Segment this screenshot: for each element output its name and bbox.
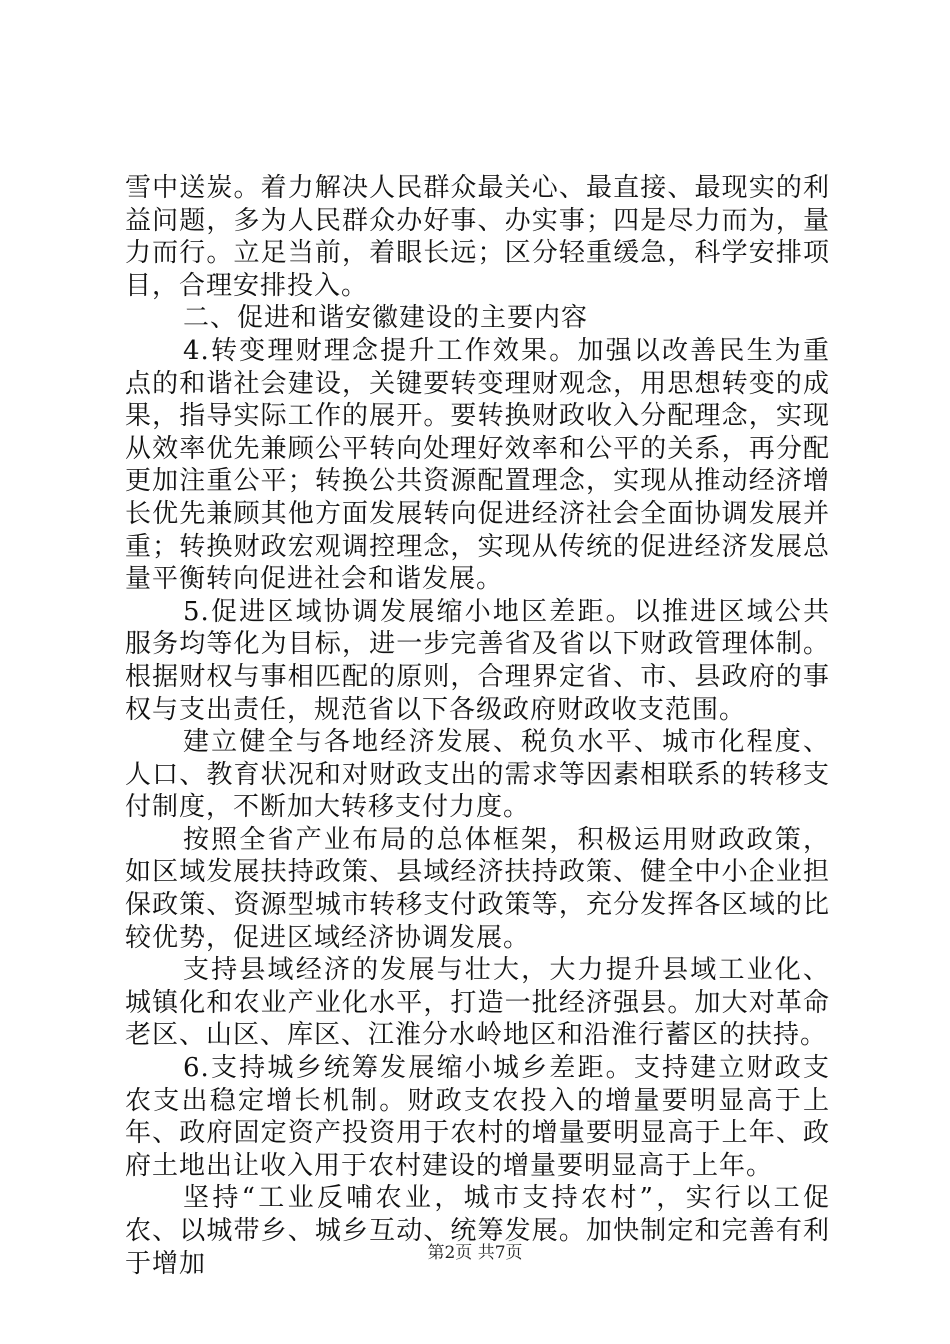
paragraph-transfer-payment: 建立健全与各地经济发展、税负水平、城市化程度、人口、教育状况和对财政支出的需求等因素相联系的转移支付制度，不断加大转移支付力度。 — [125, 727, 830, 823]
paragraph-item-6: 6.支持城乡统筹发展缩小城乡差距。支持建立财政支农支出稳定增长机制。财政支农投入的增量要明显高于上年、政府固定资产投资用于农村的增量要明显高于上年、政府土地出让收入用于农村建设的增量要明显高于上年。 — [125, 1053, 830, 1181]
paragraph-county-economy: 支持县域经济的发展与壮大，大力提升县域工业化、城镇化和农业产业化水平，打造一批经济强县。加大对革命老区、山区、库区、江淮分水岭地区和沿淮行蓄区的扶持。 — [125, 955, 830, 1051]
paragraph-item-4: 4.转变理财理念提升工作效果。加强以改善民生为重点的和谐社会建设，关键要转变理财观念，用思想转变的成果，指导实际工作的展开。要转换财政收入分配理念，实现从效率优先兼顾公平转向处理好效率和公平的关系，再分配更加注重公平；转换公共资源配置理念，实现从推动经济增长优先兼顾其他方面发展转向促进经济社会全面协调发展并重；转换财政宏观调控理念，实现从传统的促进经济发展总量平衡转向促进社会和谐发展。 — [125, 335, 830, 595]
paragraph-industry-layout: 按照全省产业布局的总体框架，积极运用财政政策，如区域发展扶持政策、县域经济扶持政策、健全中小企业担保政策、资源型城市转移支付政策等，充分发挥各区域的比较优势，促进区域经济协调发展。 — [125, 824, 830, 953]
page-footer: 第2页 共7页 — [427, 1243, 523, 1263]
section-heading: 二、促进和谐安徽建设的主要内容 — [183, 303, 589, 334]
paragraph-industry-feeds-agriculture: 坚持“工业反哺农业，城市支持农村”，实行以工促农、以城带乡、城乡互动、统筹发展。加快制定和完善有利于增加 — [125, 1183, 830, 1279]
paragraph-item-5: 5.促进区域协调发展缩小地区差距。以推进区域公共服务均等化为目标，进一步完善省及省以下财政管理体制。根据财权与事相匹配的原则，合理界定省、市、县政府的事权与支出责任，规范省以下各级政府财政收支范围。 — [125, 596, 830, 725]
document-body — [125, 172, 830, 1280]
paragraph-1: 雪中送炭。着力解决人民群众最关心、最直接、最现实的利益问题，多为人民群众办好事、办实事；四是尽力而为，量力而行。立足当前，着眼长远；区分轻重缓急，科学安排项目，合理安排投入。 — [125, 173, 830, 301]
